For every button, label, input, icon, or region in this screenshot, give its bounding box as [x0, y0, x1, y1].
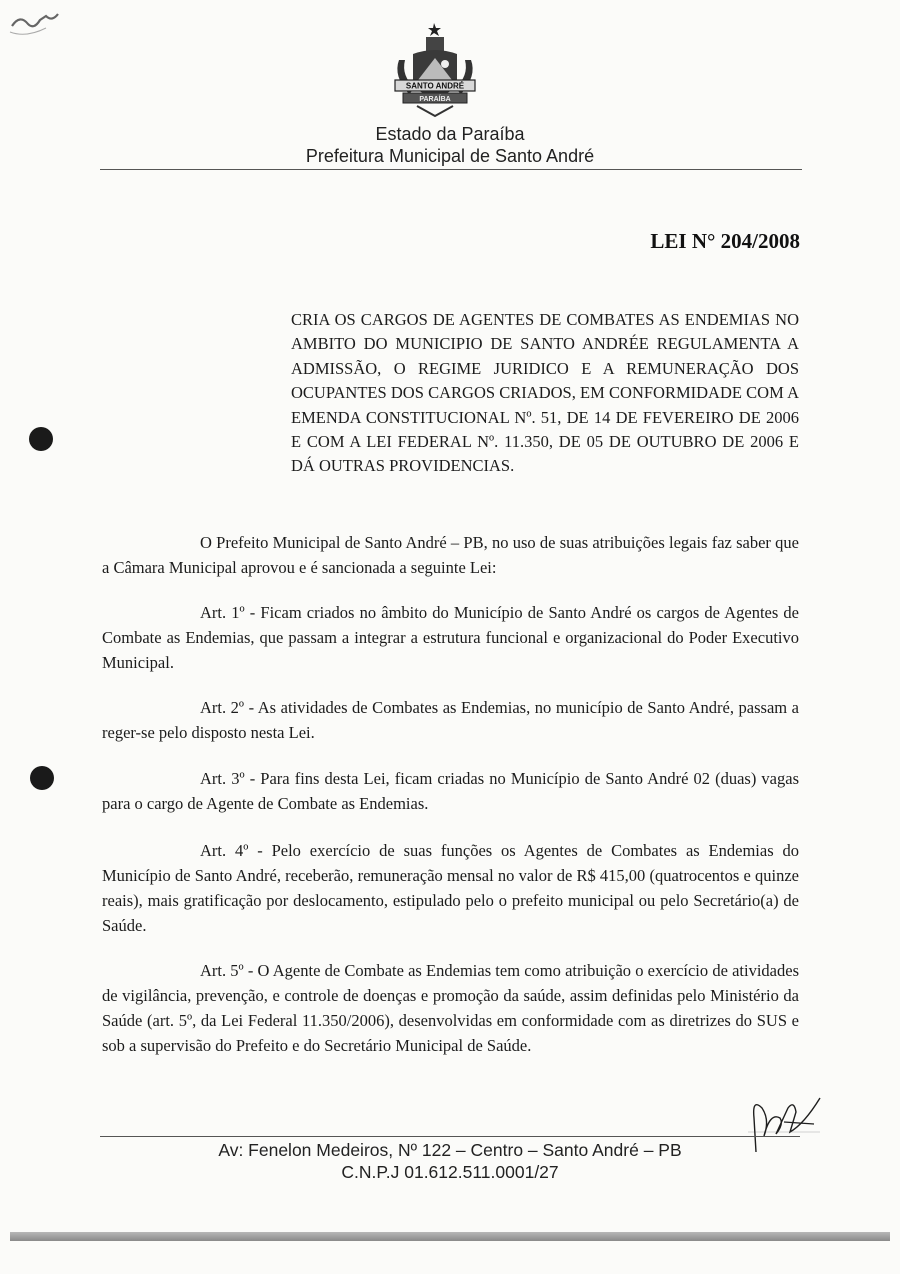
header-state: Estado da Paraíba [375, 124, 525, 144]
article-4: Art. 4º - Pelo exercício de suas funções os Agentes de Combates as Endemias do Município de Santo André, receberão, remuneração mensal no valor de R$ 415,00 (quatrocentos e quinze reais), mais gratificação por deslocamento, estipulado pelo o prefeito municipal ou pelo Secretário(a) de Saúde. [102, 841, 799, 935]
law-title: LEI N° 204/2008 [650, 229, 800, 253]
punch-hole-icon [29, 427, 53, 451]
article-5: Art. 5º - O Agente de Combate as Endemias tem como atribuição o exercício de atividades de vigilância, prevenção, e controle de doenças e promoção da saúde, assim definidas pelo Ministério da Saúde (art. 5º, da Lei Federal 11.350/2006), desenvolvidas em conformidade com as diretrizes do SUS e sob a supervisão do Prefeito e do Secretário Municipal de Saúde. [102, 961, 799, 1055]
article-2: Art. 2º - As atividades de Combates as Endemias, no município de Santo André, passam a reger-se pelo disposto nesta Lei. [102, 698, 799, 742]
footer-cnpj: C.N.P.J 01.612.511.0001/27 [341, 1162, 559, 1182]
footer-divider [100, 1136, 800, 1137]
punch-hole-icon [30, 766, 54, 790]
crest-text-paraiba: PARAÍBA [419, 95, 451, 103]
municipal-crest-icon [385, 20, 485, 120]
scan-smudge-mark [6, 4, 76, 38]
header-prefecture: Prefeitura Municipal de Santo André [305, 146, 595, 166]
footer-address: Av: Fenelon Medeiros, Nº 122 – Centro – Santo André – PB [218, 1140, 682, 1160]
law-ementa: CRIA OS CARGOS DE AGENTES DE COMBATES AS ENDEMIAS NO AMBITO DO MUNICIPIO DE SANTO ANDRÉE REGULAMENTA A ADMISSÃO, O REGIME JURIDICO E A REMUNERAÇÃO DOS OCUPANTES DOS CARGOS CRIADOS, EM CONFORMIDADE COM A EMENDA CONSTITUCIONAL Nº. 51, DE 14 DE FEVEREIRO DE 2006 E COM A LEI FEDERAL Nº. 11.350, DE 05 DE OUTUBRO DE 2006 E DÁ OUTRAS PROVIDENCIAS. [291, 310, 799, 476]
article-1: Art. 1º - Ficam criados no âmbito do Município de Santo André os cargos de Agentes de Combate as Endemias, que passam a integrar a estrutura funcional e organizacional do Poder Executivo Municipal. [102, 603, 799, 672]
header-divider [100, 169, 802, 170]
scan-edge-shadow [10, 1232, 890, 1241]
crest-text-santo-andre: SANTO ANDRÉ [405, 81, 465, 91]
article-3: Art. 3º - Para fins desta Lei, ficam criadas no Município de Santo André 02 (duas) vagas para o cargo de Agente de Combate as Endemias. [102, 769, 799, 813]
law-intro: O Prefeito Municipal de Santo André – PB, no uso de suas atribuições legais faz saber que a Câmara Municipal aprovou e é sancionada a seguinte Lei: [102, 533, 799, 577]
